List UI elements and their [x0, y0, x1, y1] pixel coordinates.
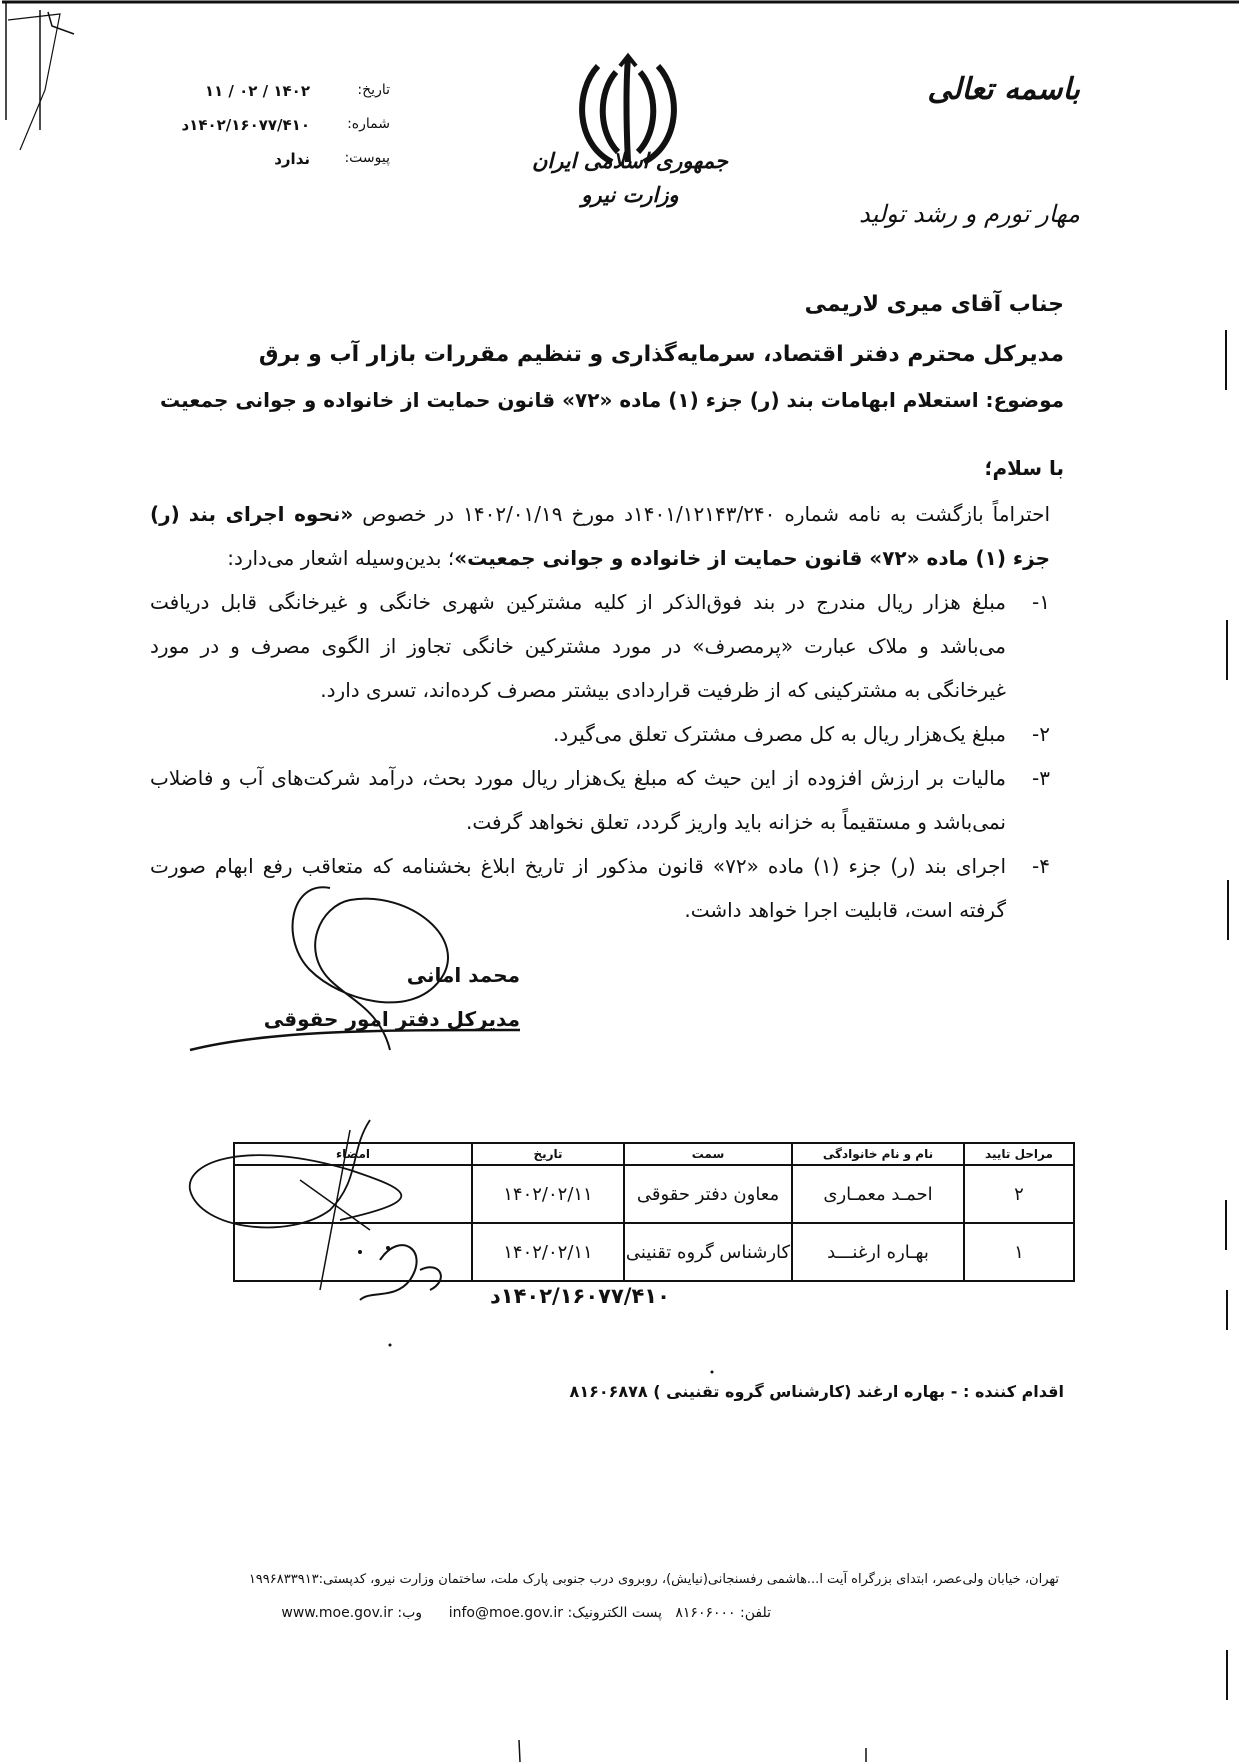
subject-line: موضوع: استعلام ابهامات بند (ر) جزء (۱) ماده «۷۲» قانون حمایت از خانواده و جوانی جمعیت: [159, 388, 1064, 412]
web-value[interactable]: www.moe.gov.ir: [281, 1605, 393, 1621]
item-text: مالیات بر ارزش افزوده از این حیث که مبلغ یک‌هزار ریال مورد بحث، درآمد شرکت‌های آب و فاضلاب نمی‌باشد و مستقیماً به خزانه باید واریز گردد، تعلق نخواهد گرفت.: [150, 766, 1006, 834]
list-item: [150, 756, 1050, 844]
col-name: نام و نام خانوادگی: [792, 1143, 964, 1165]
item-number: ۲-: [1032, 722, 1050, 746]
col-step: مراحل تایید: [964, 1143, 1074, 1165]
col-date: تاریخ: [472, 1143, 624, 1165]
ministry-name: وزارت نیرو: [581, 182, 679, 207]
attachment-value: ندارد: [274, 150, 310, 168]
cell-name: بهـاره ارغنـــد: [792, 1223, 964, 1281]
list-item: [150, 712, 1050, 756]
signer-position: مدیرکل دفتر امور حقوقی: [263, 1007, 520, 1031]
date-value: ۱۴۰۲ / ۰۲ / ۱۱: [204, 82, 310, 100]
cell-step: ۱: [964, 1223, 1074, 1281]
action-by-phone: ۸۱۶۰۶۸۷۸: [569, 1382, 648, 1401]
intro-bold-1: «نحوه اجرای بند: [188, 502, 354, 526]
col-signature: امضاء: [234, 1143, 472, 1165]
item-text: اجرای بند (ر) جزء (۱) ماده «۷۲» قانون مذکور از تاریخ ابلاغ بخشنامه که متعاقب رفع ابهام صورت گرفته است، قابلیت اجرا خواهد داشت.: [150, 854, 1006, 922]
addressee-name: جناب آقای میری لاریمی: [804, 292, 1064, 317]
cell-step: ۲: [964, 1165, 1074, 1223]
cell-date: ۱۴۰۲/۰۲/۱۱: [472, 1165, 624, 1223]
footer-address: تهران، خیابان ولی‌عصر، ابتدای بزرگراه آیت ا...هاشمی رفسنجانی(نیایش)، روبروی درب جنوبی پارک ملت، ساختمان وزارت نیرو، کدپستی:۱۹۹۶۸۳۳۹۱۳: [248, 1572, 1059, 1587]
cell-role: کارشناس گروه تقنینی: [624, 1223, 792, 1281]
greeting: با سلام؛: [984, 456, 1064, 480]
addressee-title: مدیرکل محترم دفتر اقتصاد، سرمایه‌گذاری و تنظیم مقررات بازار آب و برق: [258, 342, 1064, 367]
reference-number: ۱۴۰۲/۱۶۰۷۷/۴۱۰د: [490, 1284, 670, 1308]
web-label: وب:: [397, 1605, 423, 1621]
country-name: جمهوری اسلامی ایران: [531, 148, 729, 173]
letter-number: [150, 116, 390, 144]
item-number: ۴-: [1032, 854, 1050, 878]
cell-date: ۱۴۰۲/۰۲/۱۱: [472, 1223, 624, 1281]
footer-contact: [281, 1605, 771, 1621]
letter-attachment: [150, 150, 390, 178]
year-slogan: مهار تورم و رشد تولید: [859, 200, 1080, 228]
number-label: شماره:: [347, 116, 390, 132]
action-by-text: - بهاره ارغند (کارشناس گروه تقنینی ): [653, 1382, 958, 1401]
intro-text-1: احتراماً بازگشت به نامه شماره ۱۴۰۱/۱۲۱۴۳/۲۴۰د مورخ ۱۴۰۲/۰۱/۱۹ در خصوص: [353, 502, 1051, 526]
list-item: [150, 580, 1050, 712]
item-text: مبلغ یک‌هزار ریال به کل مصرف مشترک تعلق می‌گیرد.: [552, 722, 1006, 746]
letter-date: [150, 82, 390, 110]
col-role: سمت: [624, 1143, 792, 1165]
cell-role: معاون دفتر حقوقی: [624, 1165, 792, 1223]
number-value: ۱۴۰۲/۱۶۰۷۷/۴۱۰د: [181, 116, 310, 134]
action-by-label: اقدام کننده :: [962, 1382, 1064, 1401]
intro-text-2: ؛ بدین‌وسیله اشعار می‌دارد:: [227, 546, 455, 570]
bismillah: باسمه تعالی: [927, 72, 1080, 107]
action-by: [570, 1382, 1064, 1401]
intro-bold-2: (ر) جزء (۱) ماده «۷۲» قانون حمایت از خانواده و جوانی جمعیت»: [150, 502, 1050, 570]
phone-value: ۸۱۶۰۶۰۰۰: [675, 1605, 736, 1621]
email-label: پست الکترونیک:: [567, 1605, 663, 1621]
initials-signatures: [170, 1110, 470, 1320]
signer-name: محمد امانی: [406, 963, 520, 987]
item-text: مبلغ هزار ریال مندرج در بند فوق‌الذکر از کلیه مشترکین شهری خانگی و غیرخانگی قابل دریافت می‌باشد و ملاک عبارت «پرمصرف» در مورد مشترکین خانگی تجاوز از الگوی مصرف و در مورد غیرخانگی به مشترکینی که از ظرفیت قراردادی بیشتر مصرف کرده‌اند، تسری دارد.: [150, 590, 1006, 702]
attachment-label: پیوست:: [344, 150, 390, 166]
intro-paragraph: [150, 492, 1050, 580]
item-number: ۳-: [1032, 766, 1050, 790]
letter-body: [150, 492, 1050, 932]
date-label: تاریخ:: [357, 82, 390, 98]
email-value[interactable]: info@moe.gov.ir: [448, 1605, 564, 1621]
ministry-block: [520, 144, 740, 212]
cell-name: احمـد معمـاری: [792, 1165, 964, 1223]
phone-label: تلفن:: [740, 1605, 771, 1621]
item-number: ۱-: [1032, 590, 1050, 614]
